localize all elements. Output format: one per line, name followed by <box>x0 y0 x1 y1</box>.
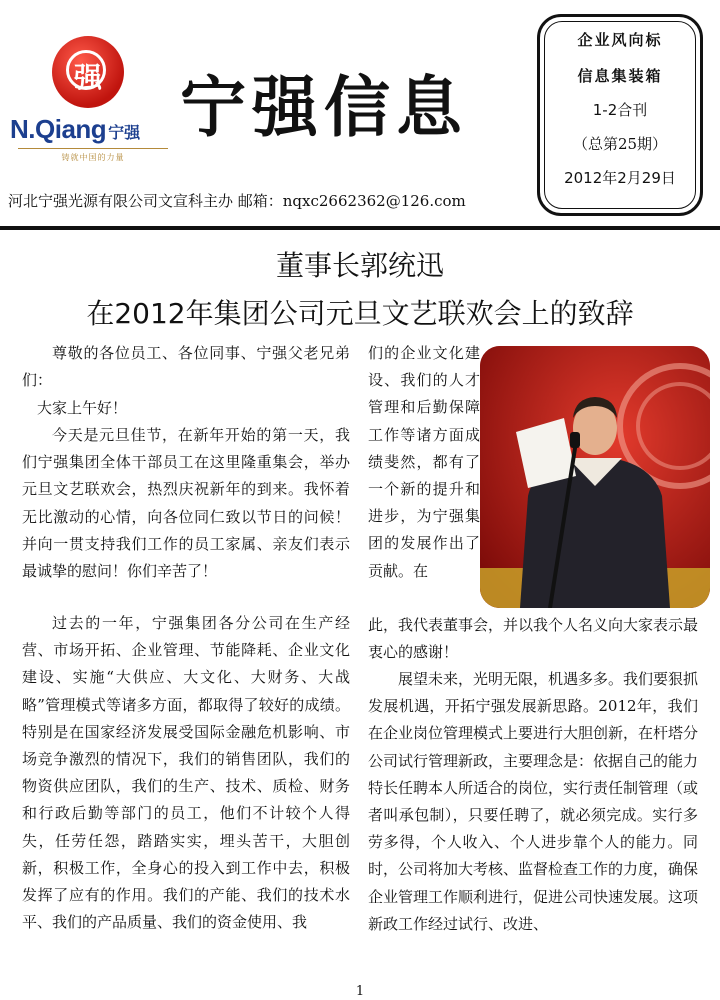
article-title-line-2: 在2012年集团公司元旦文艺联欢会上的致辞 <box>86 297 634 330</box>
logo-brand-en: N.Qiang <box>10 114 107 144</box>
left-paragraph-newyear: 今天是元旦佳节，在新年开始的第一天，我们宁强集团全体干部员工在这里隆重集会，举办元旦文艺联欢会，热烈庆祝新年的到来。我怀着无比激动的心情，向各位同仁致以节日的问候！并向一贯支持我们工作的员工家属、亲友们表示最诚挚的慰问！你们辛苦了！ <box>22 426 350 581</box>
logo-brand-cn: 宁强 <box>108 123 141 142</box>
infobox-slogan-2: 信息集装箱 <box>577 67 663 85</box>
right-paragraph-outlook: 展望未来，光明无限，机遇多多。我们要狠抓发展机遇，开拓宁强发展新思路。2012年，我们在企业岗位管理模式上要进行大胆创新，在杆塔分公司试行管理新政，主要理念是：依据自己的能力特长任聘本人所适合的岗位，实行责任制管理（或者叫承包制），只要任聘了，就必须完成。实行多劳多得，个人收入、个人进步靠个人的能力。同时，公司将加大考核、监督检查工作的力度，确保企业管理工作顺利进行，促进公司快速发展。这项新政工作经过试行、改进、 <box>368 670 699 933</box>
page-number: 1 <box>355 984 365 999</box>
left-paragraph-hello: 大家上午好！ <box>37 399 128 417</box>
left-paragraph-review: 过去的一年，宁强集团各分公司在生产经营、市场开拓、企业管理、节能降耗、企业文化建设、实施“大供应、大文化、大财务、大战略”管理模式等诸多方面，都取得了较好的成绩。特别是在国家经济发展受国际金融危机影响、市场竞争激烈的情况下，我们的销售团队，我们的物资供应团队，我们的生产、技术、质检、财务和行政后勤等部门的员工，他们不计较个人得失，任劳任怨，踏踏实实，埋头苦干，大胆创新，积极工作，全身心的投入到工作中去，积极发挥了应有的作用。我们的产能、我们的技术水平、我们的产品质量、我们的资金使用、我 <box>22 614 350 932</box>
masthead-title: 宁强信息 <box>180 68 468 146</box>
right-narrow-text: 们的企业文化建设、我们的人才管理和后勤保障工作等诸方面成绩斐然，都有了一个新的提升和进步，为宁强集团的发展作出了贡献。在 <box>368 344 480 580</box>
header-divider <box>0 226 720 230</box>
logo-rule <box>18 148 168 149</box>
right-continue-text: 此，我代表董事会，并以我个人名义向大家表示最衷心的感谢！ <box>368 616 699 662</box>
issue-info-box <box>537 14 703 216</box>
company-logo <box>10 32 175 167</box>
logo-emblem-icon <box>52 36 124 108</box>
publisher-line: 河北宁强光源有限公司文宣科主办 邮箱：nqxc2662362@126.com <box>8 192 466 210</box>
article-title-line-1: 董事长郭统迅 <box>275 249 444 282</box>
infobox-total-issue: （总第25期） <box>572 135 668 153</box>
infobox-issue: 1-2合刊 <box>592 101 648 119</box>
logo-emblem-glyph: 强 <box>73 61 102 94</box>
logo-slogan: 铸就中国的力量 <box>61 153 125 162</box>
infobox-date: 2012年2月29日 <box>564 169 676 187</box>
left-paragraph-greeting: 尊敬的各位员工、各位同事、宁强父老兄弟们： <box>22 344 350 390</box>
speaker-photo <box>480 346 710 608</box>
logo-brand <box>10 114 180 145</box>
infobox-slogan-1: 企业风向标 <box>577 31 663 49</box>
